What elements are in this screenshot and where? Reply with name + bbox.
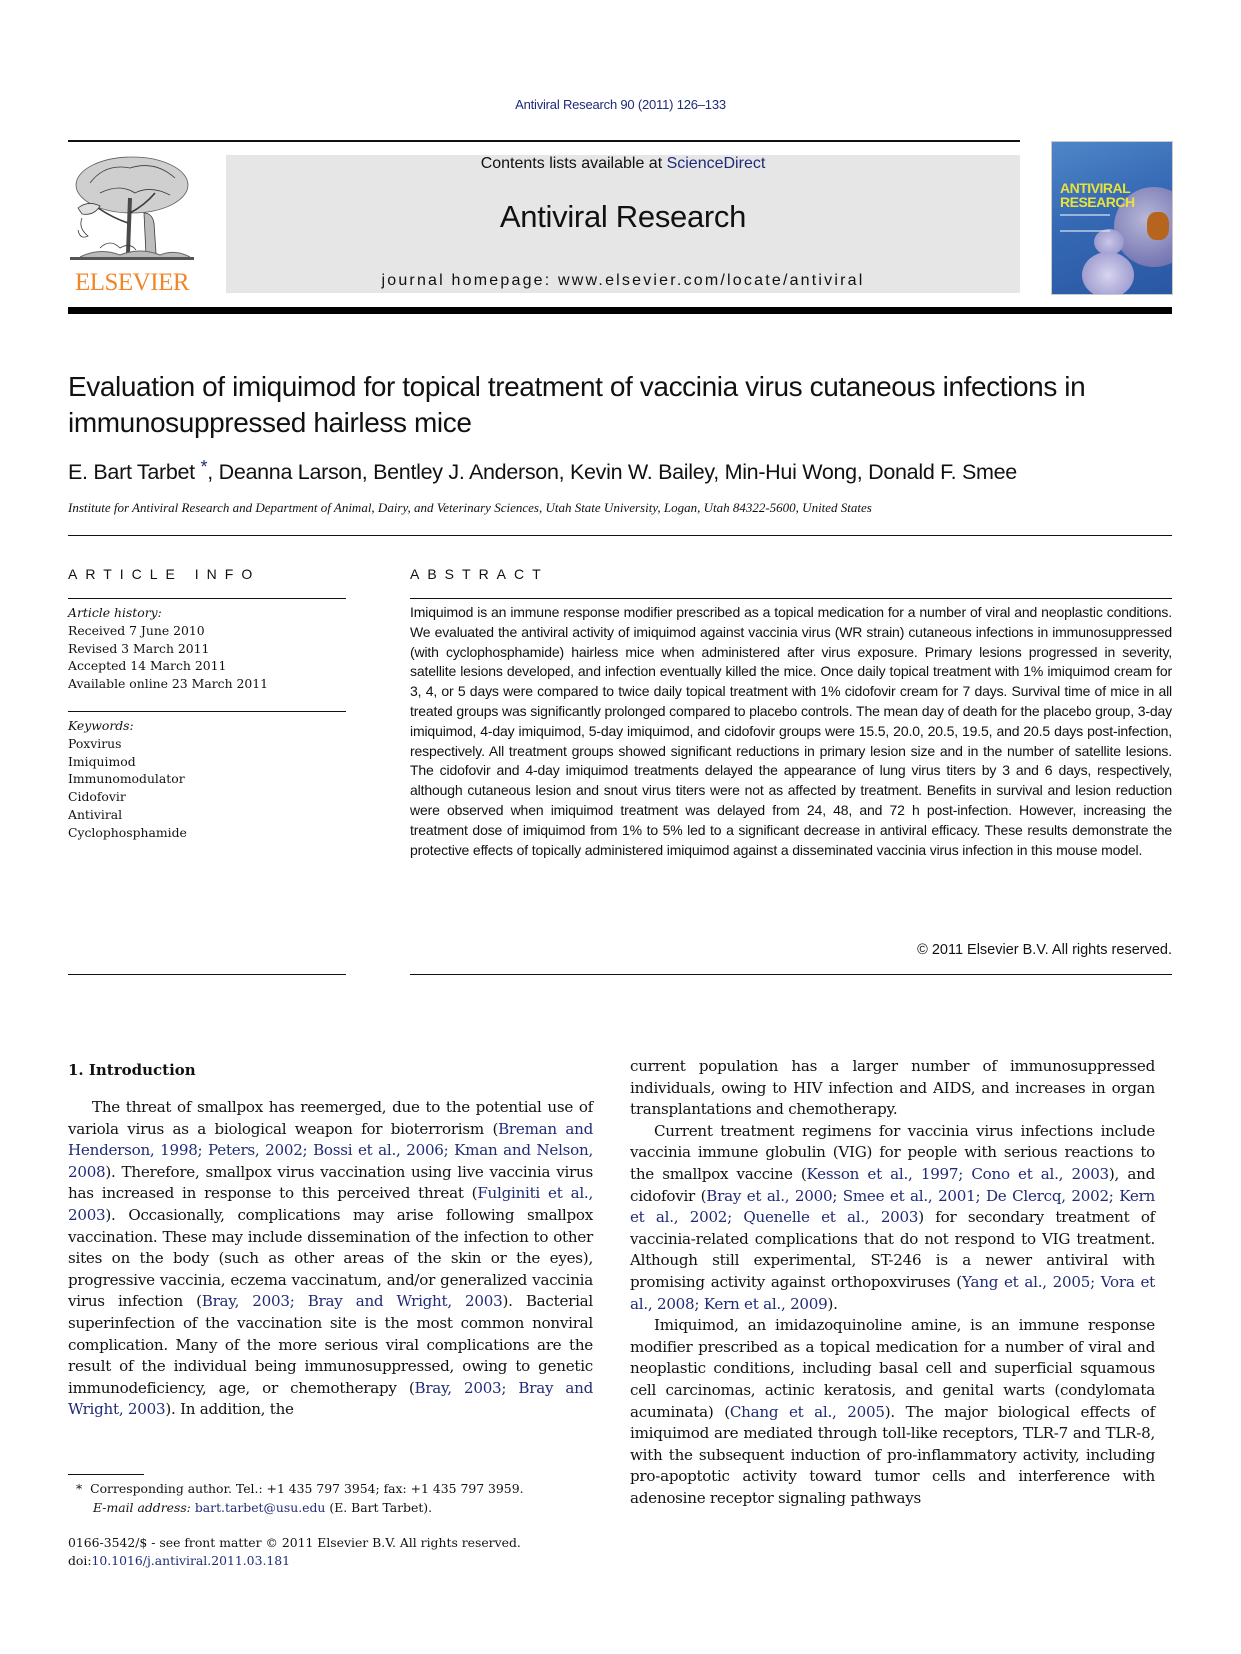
- elsevier-logo: [68, 151, 196, 295]
- sciencedirect-link[interactable]: ScienceDirect: [666, 155, 766, 172]
- affiliation-rule: [68, 535, 1172, 536]
- article-info-bottom-rule: [68, 974, 346, 975]
- body-text: ). In addition, the: [165, 1400, 294, 1419]
- citation-link[interactable]: Kesson et al., 1997; Cono et al., 2003: [806, 1164, 1109, 1183]
- body-text: Current treatment regimens for vaccinia virus infections include vaccinia immune globulin (VIG) for people with serious reactions to the smallpox vaccine (: [630, 1121, 1155, 1183]
- abstract-text: Imiquimod is an immune response modifier prescribed as a topical medication for a number of viral and neoplastic conditions. We evaluated the antiviral activity of imiquimod against vaccinia virus (WR strain) cutaneous infections in immunosuppressed (with cyclophosphamide) hairless mice when administered after virus exposure. Primary lesions progressed in severity, satellite lesions developed, and infection eventually killed the mice. Once daily topical treatment with 1% imiquimod cream for 3, 4, or 5 days were compared to twice daily topical treatment with 1% cidofovir cream for 7 days. Survival time of mice in all treated groups was significantly prolonged compared to placebo controls. The mean day of death for the placebo group, 3-day imiquimod, 4-day imiquimod, 5-day imiquimod, and cidofovir groups were 15.5, 20.0, 20.5, 19.5, and 20.5 days post-infection, respectively. All treatment groups showed significant reductions in primary lesion size and in the number of satellite lesions. The cidofovir and 4-day imiquimod treatments delayed the appearance of lung virus titers by 3 and 6 days, respectively, although cutaneous lesion and snout virus titers were not as affected by treatment. Benefits in survival and lesion reduction were observed when imiquimod treatment was delayed from 24, 48, and 72 h post-infection. However, increasing the treatment dose of imiquimod from 1% to 5% led to a significant decrease in antiviral efficacy. These results demonstrate the protective effects of topically administered imiquimod against a disseminated vaccinia virus infection in this mouse model.: [410, 604, 1172, 858]
- journal-title: Antiviral Research: [499, 199, 747, 234]
- article-info-heading: ARTICLE INFO: [68, 566, 261, 582]
- history-online: Available online 23 March 2011: [68, 676, 269, 692]
- cover-tissue-image: [1147, 212, 1169, 240]
- body-text: ) for secondary treatment of vaccinia-related complications that do not respond to VIG treatment. Although still experimental, ST-246 is a newer antiviral with promising activity against orthopoxviruses (: [630, 1208, 1156, 1291]
- keywords: [68, 717, 348, 842]
- article-history: [68, 604, 348, 693]
- front-matter: [68, 1534, 628, 1569]
- abstract-copyright: © 2011 Elsevier B.V. All rights reserved.: [917, 942, 1172, 958]
- footnote-marker: *: [76, 1481, 83, 1496]
- citation-link[interactable]: Bray, 2003; Bray and Wright, 2003: [68, 1378, 593, 1419]
- citation-link[interactable]: Chang et al., 2005: [729, 1402, 885, 1421]
- citation-link[interactable]: Breman and Henderson, 1998; Peters, 2002; Bossi et al., 2006; Kman and Nelson, 2008: [68, 1119, 594, 1181]
- email-link[interactable]: bart.tarbet@usu.edu: [194, 1499, 326, 1515]
- cover-subtitle: [1060, 214, 1110, 232]
- contents-prefix: Contents lists available at: [480, 155, 667, 172]
- abstract-bottom-rule: [410, 974, 1172, 975]
- author-first: E. Bart Tarbet: [68, 460, 195, 484]
- history-heading: Article history:: [68, 605, 162, 620]
- body-text: ). Occasionally, complications may arise following smallpox vaccination. These may include dissemination of the infection to other sites on the body (such as other areas of the skin or the eyes), progressive vaccinia, eczema vaccinatum, and/or generalized vaccinia virus infection (: [68, 1205, 593, 1311]
- citation-link[interactable]: Yang et al., 2005; Vora et al., 2008; Kern et al., 2009: [630, 1272, 1155, 1313]
- keyword-item: Cidofovir: [68, 789, 126, 805]
- cover-cell-image: [1082, 252, 1134, 295]
- cover-title: [1060, 181, 1135, 209]
- footnote: [76, 1480, 636, 1517]
- history-received: Received 7 June 2010: [68, 622, 205, 638]
- body-column-right: [630, 1056, 1155, 1509]
- header-thick-rule: [68, 307, 1172, 314]
- author-list: [68, 457, 1178, 485]
- body-column-left: [68, 1097, 593, 1421]
- citation-link[interactable]: Bray et al., 2000; Smee et al., 2001; De Clercq, 2002; Kern et al., 2002; Quenelle et al., 2003: [630, 1186, 1156, 1227]
- keyword-item: Antiviral: [68, 806, 123, 822]
- body-text: ).: [827, 1294, 838, 1313]
- body-text: current population has a larger number of immunosuppressed individuals, owing to HIV infection and AIDS, and increases in organ transplantations and chemotherapy.: [630, 1057, 1155, 1119]
- paragraph: [630, 1121, 1155, 1315]
- paragraph: [68, 1097, 593, 1421]
- history-accepted: Accepted 14 March 2011: [68, 658, 227, 674]
- elsevier-wordmark: ELSEVIER: [74, 269, 190, 296]
- cover-title-line2: RESEARCH: [1060, 194, 1135, 210]
- article-title: Evaluation of imiquimod for topical treatment of vaccinia virus cutaneous infections in immunosuppressed hairless mice: [68, 371, 1086, 438]
- email-label: E-mail address:: [93, 1499, 191, 1515]
- journal-reference[interactable]: Antiviral Research 90 (2011) 126–133: [515, 97, 726, 112]
- email-suffix: (E. Bart Tarbet).: [325, 1499, 433, 1515]
- body-text: ). Therefore, smallpox virus vaccination using live vaccinia virus has increased in response to this perceived threat (: [68, 1162, 593, 1203]
- issn-line: 0166-3542/$ - see front matter © 2011 Elsevier B.V. All rights reserved.: [68, 1535, 521, 1550]
- abstract-rule: [410, 598, 1172, 599]
- email-line: [76, 1499, 636, 1518]
- citation-link[interactable]: Bray, 2003; Bray and Wright, 2003: [201, 1292, 503, 1311]
- body-text: ), and cidofovir (: [630, 1164, 1155, 1205]
- paragraph: [630, 1315, 1155, 1509]
- cover-title-line1: ANTIVIRAL: [1060, 180, 1131, 196]
- journal-banner: [226, 155, 1020, 293]
- paragraph: [630, 1056, 1155, 1121]
- journal-cover-image: [1051, 141, 1173, 295]
- body-text: ). The major biological effects of imiquimod are mediated through toll-like receptors, TLR-7 and TLR-8, with the subsequent induction of pro-inflammatory activity, including pro-apoptotic activity toward tumor cells and interference with adenosine receptor signaling pathways: [630, 1402, 1155, 1507]
- corresponding-author-text: Corresponding author. Tel.: +1 435 797 3954; fax: +1 435 797 3959.: [90, 1481, 524, 1496]
- corresponding-author-note: [76, 1480, 636, 1499]
- keyword-item: Imiquimod: [68, 753, 136, 769]
- section-heading-introduction: 1. Introduction: [68, 1061, 196, 1079]
- body-text: The threat of smallpox has reemerged, due to the potential use of variola virus as a biological weapon for bioterrorism (: [68, 1098, 593, 1138]
- keyword-item: Poxvirus: [68, 735, 122, 751]
- doi-line: [68, 1552, 628, 1570]
- contents-line: [226, 155, 1020, 173]
- author-rest: , Deanna Larson, Bentley J. Anderson, Kevin W. Bailey, Min-Hui Wong, Donald F. Smee: [207, 460, 1017, 484]
- citation-link[interactable]: Fulginiti et al., 2003: [68, 1184, 593, 1224]
- footnote-rule: [68, 1474, 144, 1475]
- journal-homepage[interactable]: journal homepage: www.elsevier.com/locate/antiviral: [381, 272, 865, 289]
- body-text: Imiquimod, an imidazoquinoline amine, is an immune response modifier prescribed as a topical medication for a number of viral and neoplastic conditions, including basal cell and superficial squamous cell carcinomas, actinic keratosis, and genital warts (condylomata acuminata) (: [630, 1316, 1155, 1421]
- affiliation: Institute for Antiviral Research and Department of Animal, Dairy, and Veterinary Sciences, Utah State University, Logan, Utah 84322-5600, United States: [68, 500, 872, 515]
- keywords-heading: Keywords:: [68, 718, 134, 733]
- doi-prefix: doi:: [68, 1552, 92, 1568]
- abstract-heading: ABSTRACT: [410, 566, 549, 582]
- header-top-rule: [68, 140, 1020, 142]
- tree-logo-icon: [70, 153, 194, 268]
- corresponding-author-marker[interactable]: *: [200, 457, 208, 477]
- keyword-item: Cyclophosphamide: [68, 824, 187, 840]
- body-text: ). Bacterial superinfection of the vaccination site is the most common nonviral complication. Many of the more serious viral complications are the result of the individual being immunosuppressed, owing to genetic immunodeficiency, age, or chemotherapy (: [68, 1292, 594, 1397]
- history-revised: Revised 3 March 2011: [68, 640, 210, 656]
- keyword-item: Immunomodulator: [68, 771, 185, 787]
- doi-link[interactable]: 10.1016/j.antiviral.2011.03.181: [91, 1552, 291, 1568]
- article-info-rule: [68, 598, 346, 599]
- keywords-rule: [68, 711, 346, 712]
